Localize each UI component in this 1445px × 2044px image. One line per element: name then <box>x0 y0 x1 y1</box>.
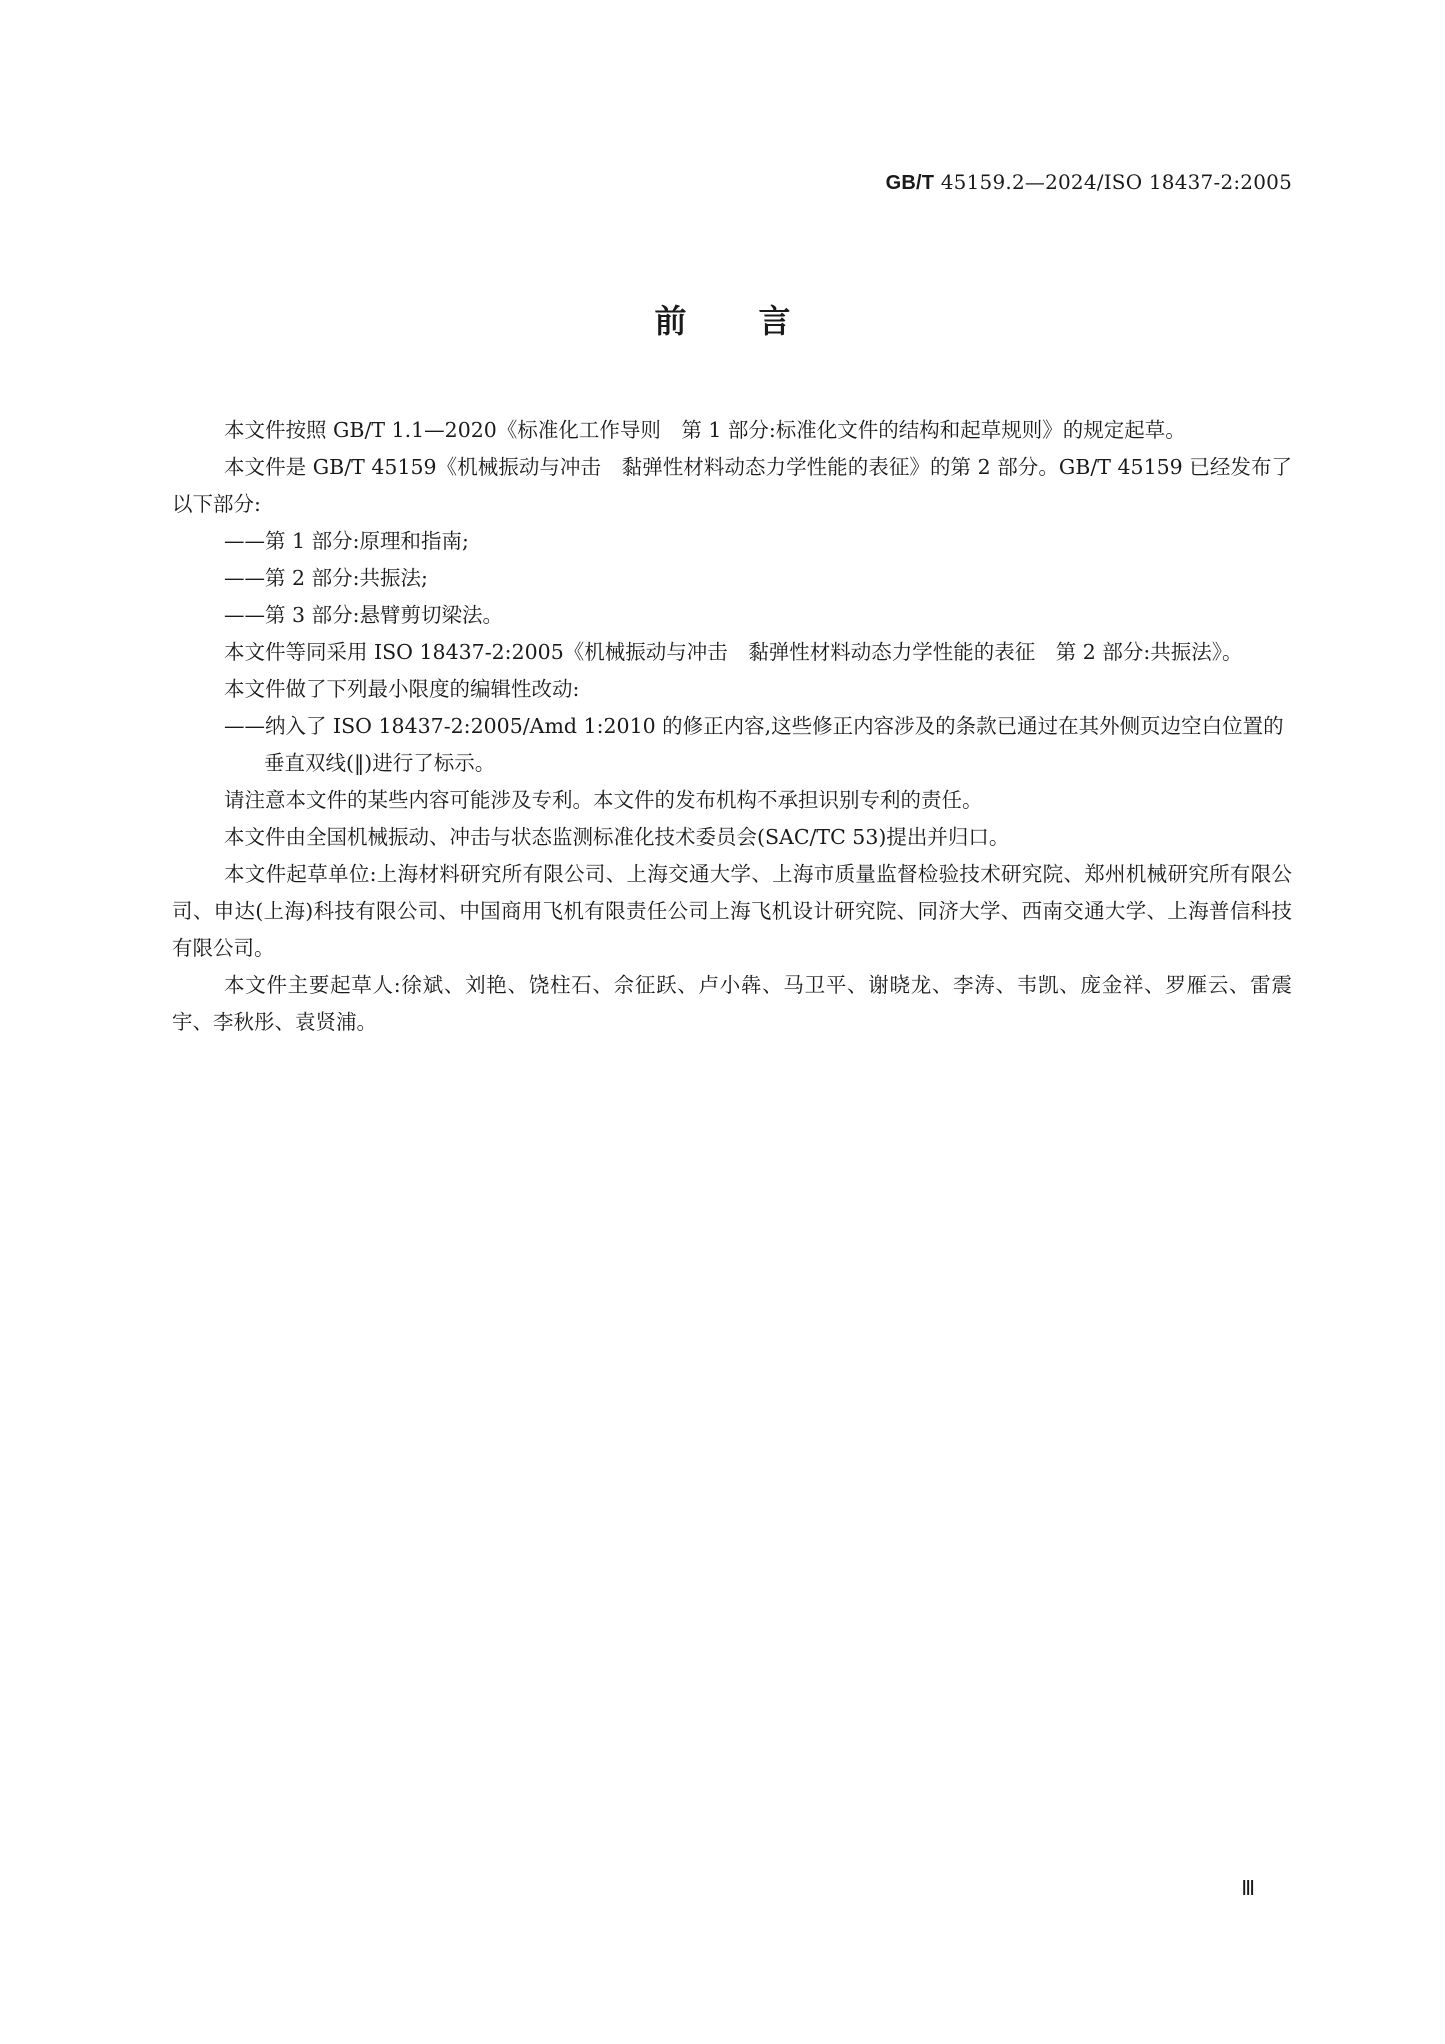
paragraph-editorial-changes: 本文件做了下列最小限度的编辑性改动: <box>224 677 580 701</box>
list-item-part-2: ——第 2 部分:共振法; <box>224 566 428 590</box>
standard-prefix: GB/T <box>885 172 935 194</box>
list-item-part-3: ——第 3 部分:悬臂剪切梁法。 <box>224 603 503 627</box>
paragraph-series-part: 本文件是 GB/T 45159《机械振动与冲击 黏弹性材料动态力学性能的表征》的第 2 部分。GB/T 45159 已经发布了以下部分: <box>172 455 1292 516</box>
page-title: 前言 <box>654 302 863 340</box>
page-number: Ⅲ <box>1241 1878 1255 1900</box>
list-item-part-1: ——第 1 部分:原理和指南; <box>224 529 469 553</box>
standard-number-header <box>886 170 1292 195</box>
paragraph-patent-notice: 请注意本文件的某些内容可能涉及专利。本文件的发布机构不承担识别专利的责任。 <box>224 788 983 812</box>
paragraph-drafting-rules: 本文件按照 GB/T 1.1—2020《标准化工作导则 第 1 部分:标准化文件的结构和起草规则》的规定起草。 <box>224 418 1186 442</box>
paragraph-drafters: 本文件主要起草人:徐斌、刘艳、饶柱石、佘征跃、卢小犇、马卫平、谢晓龙、李涛、韦凯、庞金祥、罗雁云、雷震宇、李秋彤、袁贤浦。 <box>172 973 1292 1034</box>
standard-number: 45159.2—2024/ISO 18437-2:2005 <box>934 170 1292 194</box>
paragraph-equivalent-iso: 本文件等同采用 ISO 18437-2:2005《机械振动与冲击 黏弹性材料动态力学性能的表征 第 2 部分:共振法》。 <box>224 640 1243 664</box>
paragraph-drafting-units: 本文件起草单位:上海材料研究所有限公司、上海交通大学、上海市质量监督检验技术研究院、郑州机械研究所有限公司、申达(上海)科技有限公司、中国商用飞机有限责任公司上海飞机设计研究院、同济大学、西南交通大学、上海普信科技有限公司。 <box>172 862 1292 960</box>
foreword-body <box>172 412 1292 1041</box>
list-item-amendment: ——纳入了 ISO 18437-2:2005/Amd 1:2010 的修正内容,这些修正内容涉及的条款已通过在其外侧页边空白位置的垂直双线(‖)进行了标示。 <box>224 714 1284 775</box>
paragraph-proposer: 本文件由全国机械振动、冲击与状态监测标准化技术委员会(SAC/TC 53)提出并归口。 <box>224 825 1010 849</box>
